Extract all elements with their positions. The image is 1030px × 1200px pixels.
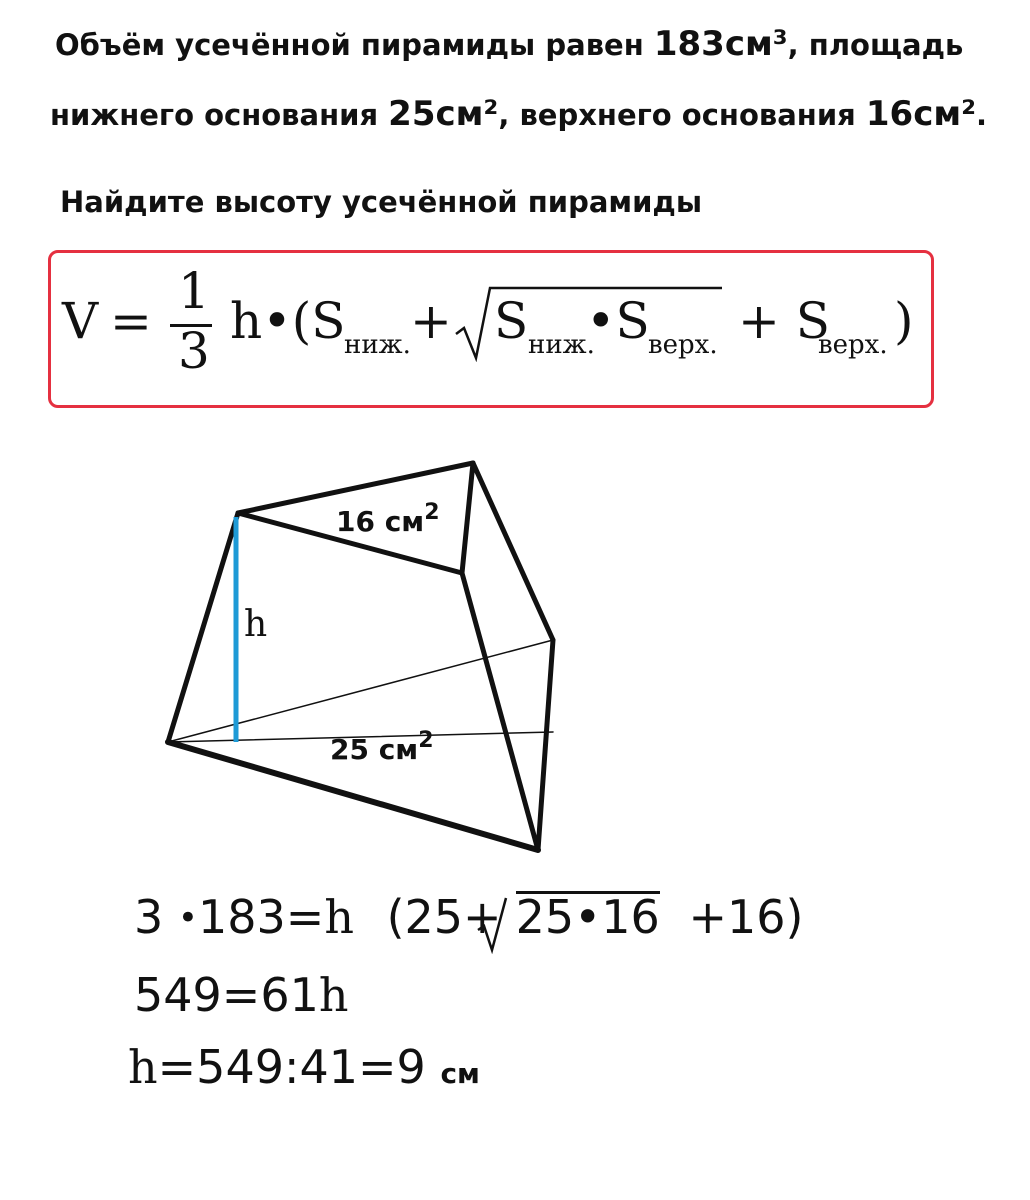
formula-s-lower: S xyxy=(494,292,529,350)
fraction-numerator: 1 xyxy=(178,262,210,320)
frustum-diagram xyxy=(0,440,1030,880)
formula-dot-s: •S xyxy=(586,292,650,350)
calc-unit: см xyxy=(440,1057,480,1090)
upper-area-value: 16см² xyxy=(865,94,977,134)
problem-line-2 xyxy=(50,94,987,134)
question: Найдите высоту усечённой пирамиды xyxy=(60,185,703,219)
calc-text: 183= xyxy=(197,890,325,944)
volume-value: 183см³ xyxy=(653,24,788,64)
calc-radical-sign xyxy=(476,896,508,954)
top-area-text: 16 см xyxy=(336,505,425,538)
calc-root: 25•16 xyxy=(515,890,660,944)
solution-line-1 xyxy=(134,890,803,944)
formula-plus: + xyxy=(410,292,452,350)
calc-dot: • xyxy=(177,898,198,938)
problem-line-1 xyxy=(55,24,963,64)
problem-text: Объём усечённой пирамиды равен xyxy=(55,28,654,62)
height-label: h xyxy=(244,604,268,645)
problem-text: , верхнего основания xyxy=(498,98,866,132)
calc-text: +16) xyxy=(688,890,804,944)
lower-area-value: 25см² xyxy=(388,94,499,134)
formula-equals: = xyxy=(110,292,152,350)
subscript-upper-2: верх. xyxy=(818,330,888,360)
edge-lateral-front xyxy=(462,573,538,850)
edge-lateral-back xyxy=(473,463,553,640)
top-area-sup: 2 xyxy=(424,500,440,525)
edge-lateral-left xyxy=(168,513,238,742)
solution-line-3 xyxy=(128,1040,480,1094)
top-area-label xyxy=(336,500,440,538)
calc-text: =549:41=9 xyxy=(157,1040,426,1094)
formula-close: ) xyxy=(894,292,914,350)
subscript-lower: ниж. xyxy=(344,330,411,360)
edge-bottom-right xyxy=(538,640,553,850)
formula-v: V xyxy=(62,292,99,350)
bottom-area-sup: 2 xyxy=(418,728,434,753)
calc-h: h xyxy=(318,968,349,1022)
fraction-denominator: 3 xyxy=(178,322,210,380)
calc-h: h xyxy=(324,890,354,944)
problem-text: , площадь xyxy=(787,28,964,62)
problem-text: нижнего основания xyxy=(50,98,389,132)
calc-text: (25+ xyxy=(386,890,502,944)
bottom-area-text: 25 см xyxy=(330,733,419,766)
edge-top-right xyxy=(462,463,473,573)
calc-h: h xyxy=(128,1040,158,1094)
formula-plus-s: + S xyxy=(738,292,831,350)
formula-h-open: h•(S xyxy=(230,292,346,350)
subscript-lower-2: ниж. xyxy=(528,330,595,360)
bottom-area-label xyxy=(330,728,434,766)
solution-line-2 xyxy=(134,968,349,1022)
calc-text: 3 xyxy=(134,890,164,944)
problem-text: . xyxy=(976,98,988,132)
subscript-upper: верх. xyxy=(648,330,718,360)
calc-text: 549=61 xyxy=(134,968,319,1022)
